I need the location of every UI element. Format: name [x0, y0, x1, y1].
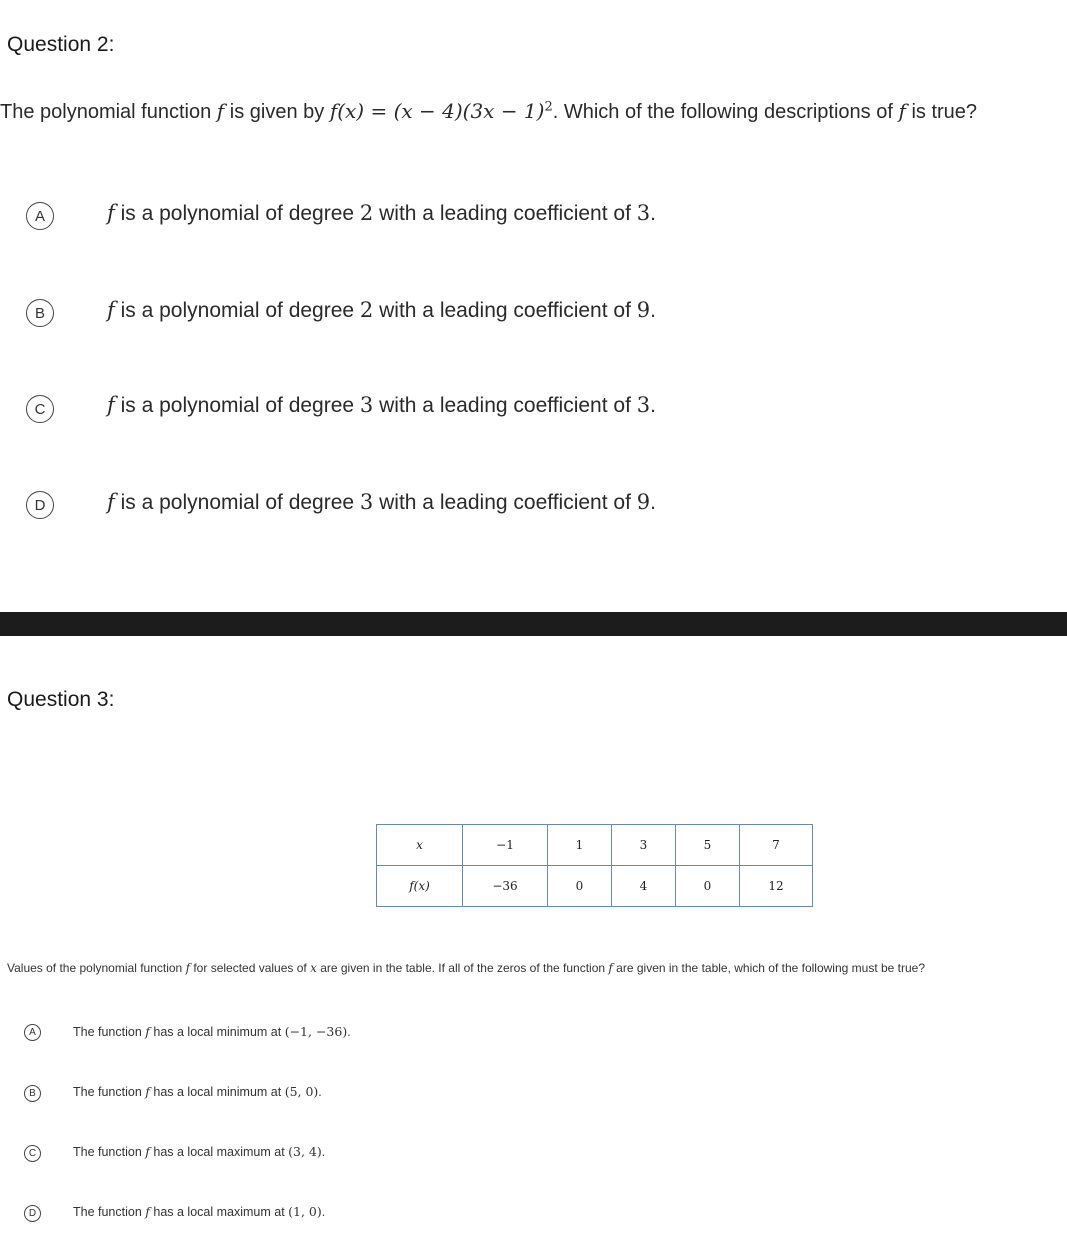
question-3-heading: Question 3:: [7, 688, 115, 711]
q3-option-b-text[interactable]: The function f has a local minimum at (5, 0).: [73, 1084, 322, 1099]
option-b-text[interactable]: f is a polynomial of degree 2 with a leading coefficient of 9.: [107, 298, 656, 322]
option-d-radio[interactable]: D: [26, 491, 54, 519]
table-cell: 5: [676, 825, 740, 866]
option-c-radio[interactable]: C: [26, 395, 54, 423]
q3-option-a-radio[interactable]: A: [24, 1024, 41, 1041]
option-a-radio[interactable]: A: [26, 202, 54, 230]
q3-option-a-text[interactable]: The function f has a local minimum at (−1, −36).: [73, 1024, 351, 1039]
table-row: [377, 866, 813, 907]
question-3-prompt: Values of the polynomial function f for selected values of x are given in the table. If all of the zeros of the function f are given in the table, which of the following must be true?: [7, 961, 926, 975]
q3-option-c-text[interactable]: The function f has a local maximum at (3, 4).: [73, 1144, 326, 1159]
q3-option-d-radio[interactable]: D: [24, 1205, 41, 1222]
table-cell: −1: [463, 825, 548, 866]
polynomial-formula: f(x) = (x − 4)(3x − 1): [329, 99, 545, 123]
option-d-text[interactable]: f is a polynomial of degree 3 with a leading coefficient of 9.: [107, 490, 656, 514]
table-cell: 7: [740, 825, 813, 866]
option-b-radio[interactable]: B: [26, 299, 54, 327]
table-cell: f(x): [377, 866, 463, 907]
table-cell: −36: [463, 866, 548, 907]
table-cell: 4: [612, 866, 676, 907]
table-cell: x: [377, 825, 463, 866]
question-2-heading: Question 2:: [7, 33, 115, 56]
section-divider: [0, 612, 1067, 636]
q3-option-d-text[interactable]: The function f has a local maximum at (1, 0).: [73, 1204, 326, 1219]
table-cell: 0: [676, 866, 740, 907]
option-a-text[interactable]: f is a polynomial of degree 2 with a leading coefficient of 3.: [107, 201, 656, 225]
table-cell: 1: [548, 825, 612, 866]
table-cell: 0: [548, 866, 612, 907]
q3-option-c-radio[interactable]: C: [24, 1145, 41, 1162]
table-cell: 12: [740, 866, 813, 907]
table-row: [377, 825, 813, 866]
question-2-prompt: The polynomial function f is given by $f(x) = (x - 4)(3x - 1)^2$. Which of the following descriptions of f is true?: [0, 99, 978, 123]
values-table: [376, 824, 813, 907]
table-cell: 3: [612, 825, 676, 866]
q3-option-b-radio[interactable]: B: [24, 1085, 41, 1102]
option-c-text[interactable]: f is a polynomial of degree 3 with a leading coefficient of 3.: [107, 393, 656, 417]
